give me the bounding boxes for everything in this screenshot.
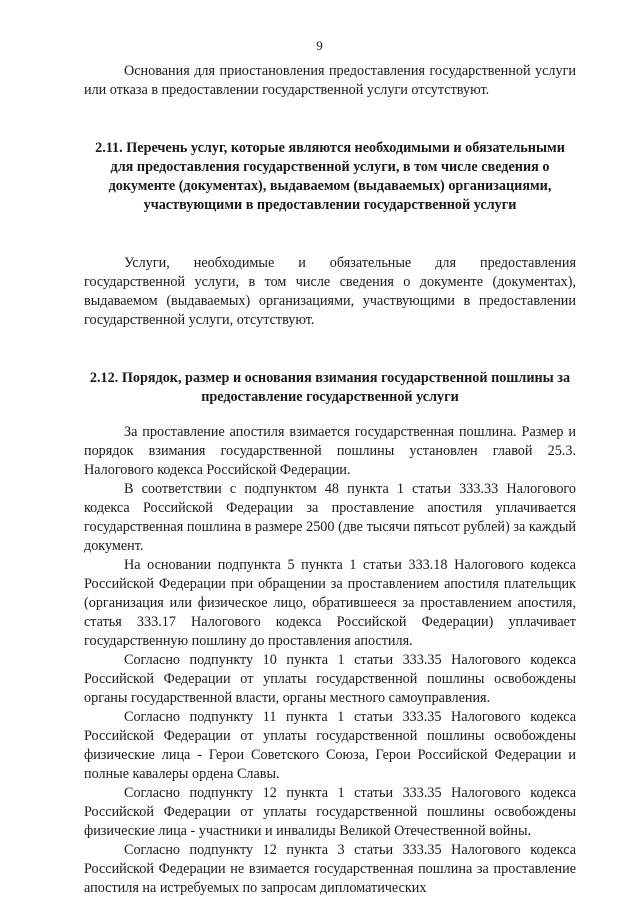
section-2-12-paragraph: В соответствии с подпунктом 48 пункта 1 статьи 333.33 Налогового кодекса Российской Федерации за проставление апостиля уплачивается государственная пошлина в размере 2500 (две тысячи пятьсот рублей) за каждый документ. xyxy=(84,481,576,554)
section-2-11-heading: 2.11. Перечень услуг, которые являются необходимыми и обязательными для предоставления государственной услуги, в том числе сведения о документе (документах), выдаваемом (выдаваемых) организациями, участвующими в предоставлении государственной услуги xyxy=(95,140,565,213)
page-number: 9 xyxy=(316,38,323,53)
section-2-12-paragraph: Согласно подпункту 11 пункта 1 статьи 333.35 Налогового кодекса Российской Федерации от уплаты государственной пошлины освобождены физические лица - Герои Советского Союза, Герои Российской Федерации и полные кавалеры ордена Славы. xyxy=(84,709,576,782)
section-2-12-paragraph: Согласно подпункту 12 пункта 1 статьи 333.35 Налогового кодекса Российской Федерации от уплаты государственной пошлины освобождены физические лица - участники и инвалиды Великой Отечественной войны. xyxy=(84,785,576,839)
section-2-12-paragraph: За проставление апостиля взимается государственная пошлина. Размер и порядок взимания государственной пошлины установлен главой 25.3. Налогового кодекса Российской Федерации. xyxy=(84,424,576,478)
section-2-12-heading: 2.12. Порядок, размер и основания взимания государственной пошлины за предоставление государственной услуги xyxy=(89,370,571,405)
intro-paragraph: Основания для приостановления предоставления государственной услуги или отказа в предоставлении государственной услуги отсутствуют. xyxy=(84,63,576,98)
section-2-12-paragraph: Согласно подпункту 10 пункта 1 статьи 333.35 Налогового кодекса Российской Федерации от уплаты государственной пошлины освобождены органы государственной власти, органы местного самоуправления. xyxy=(84,652,576,706)
page-content xyxy=(84,62,576,898)
section-2-11-paragraph: Услуги, необходимые и обязательные для предоставления государственной услуги, в том числе сведения о документе (документах), выдаваемом (выдаваемых) организациями, участвующими в предоставлении государственной услуги, отсутствуют. xyxy=(84,255,576,328)
section-2-12-paragraph: На основании подпункта 5 пункта 1 статьи 333.18 Налогового кодекса Российской Федерации при обращении за проставлением апостиля плательщик (организация или физическое лицо, обратившееся за проставлением апостиля, статья 333.17 Налогового кодекса Российской Федерации) уплачивает государственную пошлину до проставления апостиля. xyxy=(84,557,576,649)
section-2-12-paragraph: Согласно подпункту 12 пункта 3 статьи 333.35 Налогового кодекса Российской Федерации не взимается государственная пошлина за проставление апостиля на истребуемых по запросам дипломатических xyxy=(84,842,576,896)
